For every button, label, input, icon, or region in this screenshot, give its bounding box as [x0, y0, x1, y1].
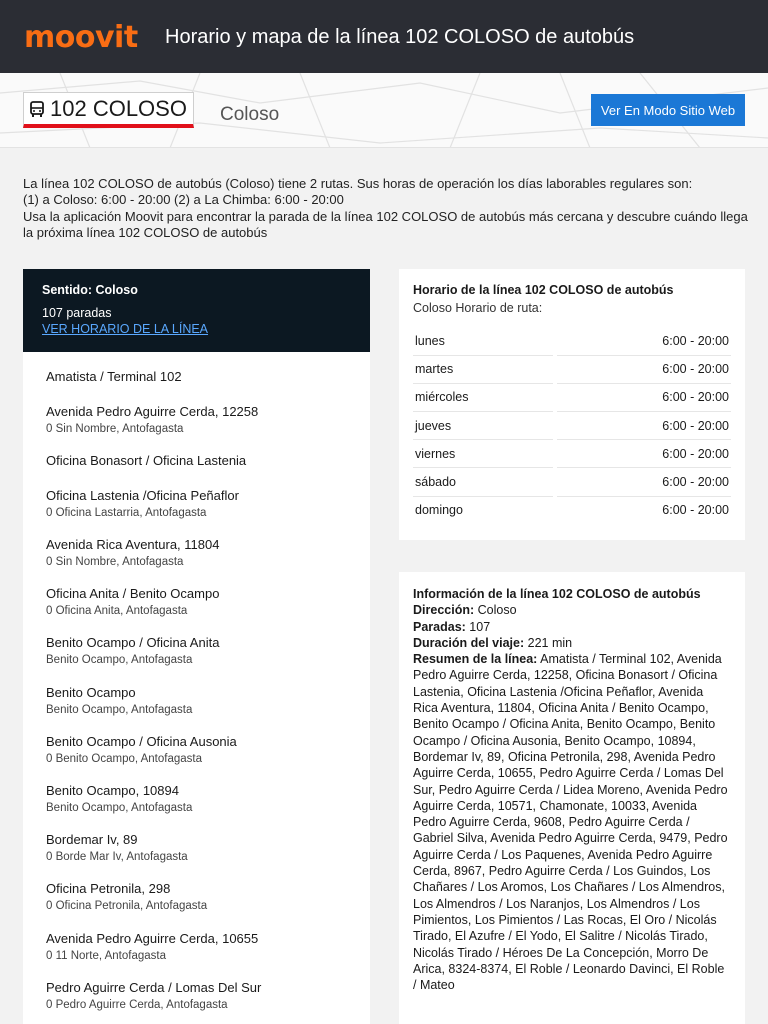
- stop-name: Avenida Rica Aventura, 11804: [46, 537, 220, 552]
- schedule-day: miércoles: [413, 383, 553, 411]
- stop-area: 0 Sin Nombre, Antofagasta: [46, 556, 184, 568]
- schedule-hours: 6:00 - 20:00: [557, 440, 731, 468]
- view-schedule-link[interactable]: VER HORARIO DE LA LÍNEA: [42, 322, 209, 336]
- schedule-table: [413, 327, 731, 524]
- stop-item[interactable]: [46, 404, 366, 436]
- line-info-title: Información de la línea 102 COLOSO de autobús: [413, 587, 701, 601]
- schedule-row: [413, 496, 731, 524]
- line-info-card: [399, 572, 745, 1024]
- view-website-button[interactable]: Ver En Modo Sitio Web: [591, 94, 745, 126]
- schedule-hours: 6:00 - 20:00: [557, 327, 731, 355]
- stop-name: Oficina Anita / Benito Ocampo: [46, 586, 220, 601]
- stop-name: Amatista / Terminal 102: [46, 369, 182, 384]
- stop-item[interactable]: [46, 488, 366, 520]
- stop-name: Avenida Pedro Aguirre Cerda, 12258: [46, 404, 259, 419]
- schedule-row: [413, 412, 731, 440]
- schedule-row: [413, 355, 731, 383]
- stop-name: Benito Ocampo / Oficina Anita: [46, 635, 220, 650]
- schedule-row: [413, 383, 731, 411]
- schedule-hours: 6:00 - 20:00: [557, 383, 731, 411]
- info-duration: Duración del viaje: 221 min: [413, 635, 573, 650]
- schedule-card: [399, 269, 745, 540]
- route-subtitle: Coloso: [220, 104, 280, 125]
- schedule-hours: 6:00 - 20:00: [662, 503, 729, 518]
- intro-line-2: (1) a Coloso: 6:00 - 20:00 (2) a La Chimba: 6:00 - 20:00: [23, 192, 344, 208]
- stop-name: Benito Ocampo / Oficina Ausonia: [46, 734, 237, 749]
- stop-item[interactable]: [46, 369, 366, 385]
- stop-name: Oficina Bonasort / Oficina Lastenia: [46, 453, 247, 468]
- page-title: Horario y mapa de la línea 102 COLOSO de autobús: [165, 26, 635, 48]
- route-name: 102 COLOSO: [50, 95, 187, 121]
- stop-item[interactable]: [46, 635, 366, 667]
- stops-count: 107 paradas: [42, 306, 112, 320]
- schedule-hours: 6:00 - 20:00: [557, 468, 731, 496]
- stop-area: Benito Ocampo, Antofagasta: [46, 802, 193, 814]
- intro-line-3: Usa la aplicación Moovit para encontrar la parada de la línea 102 COLOSO de autobús más cercana y descubre cuándo llega la próxima línea 102 COLOSO de autobús: [23, 208, 748, 240]
- stop-area: Benito Ocampo, Antofagasta: [46, 654, 193, 666]
- schedule-subtitle: Coloso Horario de ruta:: [413, 301, 543, 315]
- intro-text: [23, 176, 748, 241]
- info-direction: Dirección: Coloso: [413, 603, 517, 618]
- line-info-body: [413, 586, 731, 993]
- stop-area: 0 Sin Nombre, Antofagasta: [46, 423, 184, 435]
- stop-area: 0 Borde Mar Iv, Antofagasta: [46, 851, 188, 863]
- schedule-hours: 6:00 - 20:00: [557, 412, 731, 440]
- info-summary: Resumen de la línea: Amatista / Terminal 102, Avenida Pedro Aguirre Cerda, 12258, Oficina Bonasort / Oficina Lastenia, Oficina Lastenia /Oficina Peñaflor, Avenida Rica Aventura, 11804, Oficina Anita / Benito Ocampo, Benito Ocampo / Oficina Anita, Benito Ocampo, Benito Ocampo / Oficina Ausonia, Benito Ocampo, 10894, Bordemar Iv, 89, Oficina Petronila, 298, Avenida Pedro Aguirre Cerda, 10655, Pedro Aguirre Cerda / Lomas Del Sur, Pedro Aguirre Cerda / Lidea Moreno, Avenida Pedro Aguirre Cerda, 10571, Chamonate, 10033, Avenida Pedro Aguirre Cerda, 9608, Pedro Aguirre Cerda / Gabriel Silva, Avenida Pedro Aguirre Cerda, 9479, Pedro Aguirre Cerda / Los Paquenes, Avenida Pedro Aguirre Cerda, 8967, Pedro Aguirre Cerda / Los Guindos, Los Chañares / Los Aromos, Los Chañares / Los Almendros, Los Almendros / Los Naranjos, Los Almendros / Los Pimientos, Los Pimientos / Las Rocas, El Oro / Nicolás Tirado, El Azufre / El Yodo, El Salitre / Nicolás Tirado, Nicolás Tirado / Héroes De La Concepción, Morro De Arica, 8324-8374, El Roble / Leonardo Davinci, El Roble / Mateo: [413, 652, 728, 993]
- stop-name: Bordemar Iv, 89: [46, 832, 138, 847]
- schedule-day: viernes: [413, 440, 553, 468]
- stop-name: Oficina Lastenia /Oficina Peñaflor: [46, 488, 239, 503]
- stop-area: 0 Oficina Anita, Antofagasta: [46, 605, 188, 617]
- route-badge: [23, 92, 194, 128]
- top-header: [0, 0, 768, 73]
- stop-item[interactable]: [46, 453, 366, 469]
- schedule-day: jueves: [413, 412, 553, 440]
- stop-area: 0 Oficina Lastarria, Antofagasta: [46, 507, 207, 519]
- stop-area: 0 Oficina Petronila, Antofagasta: [46, 900, 208, 912]
- stop-name: Avenida Pedro Aguirre Cerda, 10655: [46, 931, 259, 946]
- stop-area: 0 11 Norte, Antofagasta: [46, 950, 166, 962]
- stop-item[interactable]: [46, 586, 366, 618]
- stop-area: 0 Pedro Aguirre Cerda, Antofagasta: [46, 999, 228, 1011]
- bus-icon: [28, 100, 46, 118]
- stop-item[interactable]: [46, 832, 366, 864]
- schedule-row: [413, 468, 731, 496]
- schedule-day: sábado: [413, 468, 553, 496]
- stop-item[interactable]: [46, 537, 366, 569]
- stop-item[interactable]: [46, 734, 366, 766]
- direction-title: Sentido: Coloso: [42, 283, 138, 297]
- schedule-row: [413, 327, 731, 355]
- stop-area: Benito Ocampo, Antofagasta: [46, 704, 193, 716]
- schedule-row: [413, 440, 731, 468]
- schedule-day: martes: [413, 355, 553, 383]
- stop-item[interactable]: [46, 980, 366, 1012]
- stop-name: Benito Ocampo, 10894: [46, 783, 179, 798]
- stop-area: 0 Benito Ocampo, Antofagasta: [46, 753, 202, 765]
- schedule-hours: 6:00 - 20:00: [557, 355, 731, 383]
- intro-line-1: La línea 102 COLOSO de autobús (Coloso) tiene 2 rutas. Sus horas de operación los días laborables regulares son:: [23, 176, 693, 191]
- schedule-title: Horario de la línea 102 COLOSO de autobús: [413, 283, 674, 297]
- stop-name: Pedro Aguirre Cerda / Lomas Del Sur: [46, 980, 262, 995]
- stop-item[interactable]: [46, 931, 366, 963]
- stops-card: [23, 269, 370, 1024]
- stop-item[interactable]: [46, 685, 366, 717]
- direction-header: [23, 269, 370, 352]
- info-stops: Paradas: 107: [413, 619, 491, 634]
- stop-name: Benito Ocampo: [46, 685, 136, 700]
- schedule-day: domingo: [415, 503, 463, 518]
- stop-name: Oficina Petronila, 298: [46, 881, 171, 896]
- moovit-logo[interactable]: moovit: [24, 20, 138, 55]
- stop-item[interactable]: [46, 881, 366, 913]
- schedule-day: lunes: [413, 327, 553, 355]
- stop-item[interactable]: [46, 783, 366, 815]
